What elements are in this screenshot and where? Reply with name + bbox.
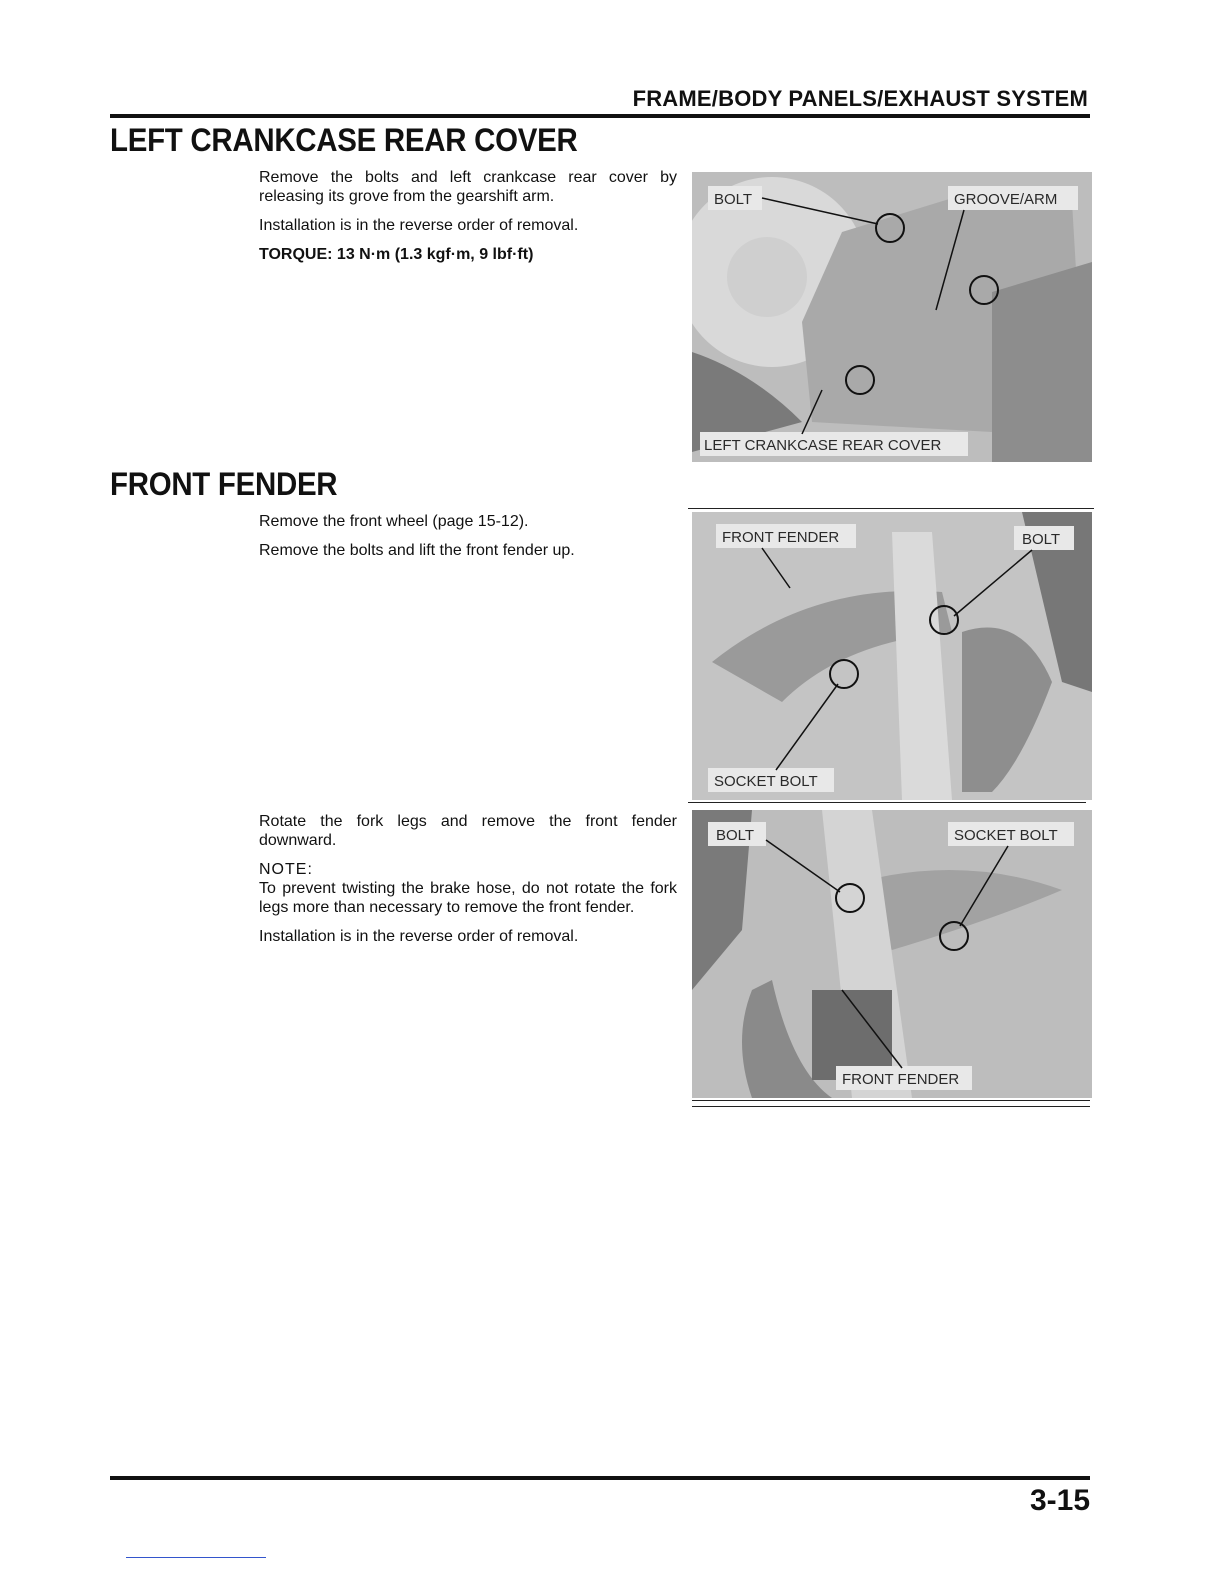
fig1-label-bolt: BOLT <box>714 191 753 208</box>
torque-spec: TORQUE: 13 N·m (1.3 kgf·m, 9 lbf·ft) <box>259 246 534 263</box>
note-text: To prevent twisting the brake hose, do not rotate the fork legs more than necessary to remove the front fender. <box>259 880 677 916</box>
fender-para-3: Rotate the fork legs and remove the front fender downward. <box>259 813 677 849</box>
fender-para-4: Installation is in the reverse order of removal. <box>259 928 579 945</box>
figure-divider <box>688 802 1086 803</box>
fig2-label-bolt: BOLT <box>1022 531 1061 548</box>
crankcase-instructions <box>259 168 677 274</box>
figure-divider <box>692 1100 1090 1101</box>
note-label: NOTE: <box>259 861 313 878</box>
section-title-crankcase: LEFT CRANKCASE REAR COVER <box>110 122 578 158</box>
fig3-label-fender: FRONT FENDER <box>842 1071 960 1088</box>
figure-divider <box>692 1106 1090 1107</box>
fig3-label-bolt: BOLT <box>716 827 755 844</box>
fig2-label-socket-bolt: SOCKET BOLT <box>714 773 818 790</box>
fig2-label-fender: FRONT FENDER <box>722 529 840 546</box>
crankcase-para-1: Remove the bolts and left crankcase rear cover by releasing its grove from the gearshift arm. <box>259 169 677 205</box>
running-header: FRAME/BODY PANELS/EXHAUST SYSTEM <box>632 86 1088 111</box>
crankcase-cover-photo <box>692 172 1092 462</box>
fender-downward-steps <box>259 812 677 956</box>
footer-rule <box>110 1476 1090 1480</box>
crankcase-para-2: Installation is in the reverse order of removal. <box>259 217 579 234</box>
bottom-rule <box>126 1557 266 1558</box>
fender-para-2: Remove the bolts and lift the front fender up. <box>259 542 575 559</box>
page-number: 3-15 <box>1029 1484 1090 1517</box>
fender-removal-steps <box>259 512 677 570</box>
fig1-label-cover: LEFT CRANKCASE REAR COVER <box>704 437 942 454</box>
section-title-front-fender: FRONT FENDER <box>110 466 338 502</box>
header-rule <box>110 114 1090 118</box>
figure-divider <box>688 508 1094 509</box>
fender-para-1: Remove the front wheel (page 15-12). <box>259 513 529 530</box>
fig1-label-groove: GROOVE/ARM <box>954 191 1058 208</box>
front-fender-photo-2 <box>692 810 1092 1098</box>
fig3-label-socket-bolt: SOCKET BOLT <box>954 827 1058 844</box>
front-fender-photo-1 <box>692 512 1092 800</box>
